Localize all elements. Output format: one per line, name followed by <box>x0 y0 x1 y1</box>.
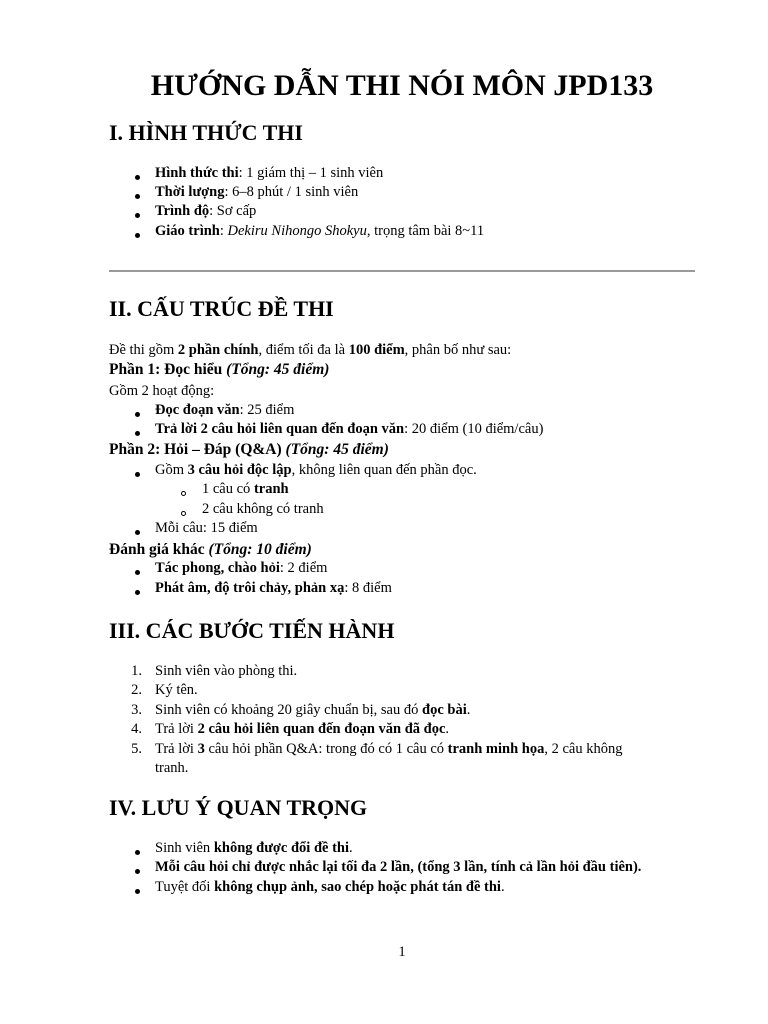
section-2-intro: Đề thi gồm 2 phần chính, điểm tối đa là 100 điểm, phân bố như sau: <box>109 342 512 358</box>
bullet-icon <box>135 412 140 417</box>
list-item: Giáo trình: Dekiru Nihongo Shokyu, trọng tâm bài 8~11 <box>155 223 485 239</box>
list-item: Thời lượng: 6–8 phút / 1 sinh viên <box>155 184 359 200</box>
section-3-heading: III. CÁC BƯỚC TIẾN HÀNH <box>109 618 395 643</box>
list-item: Sinh viên không được đổi đề thi. <box>155 840 353 856</box>
step-item-continuation: tranh. <box>155 760 189 776</box>
step-number: 3. <box>131 702 142 718</box>
list-item: Phát âm, độ trôi chảy, phản xạ: 8 điểm <box>155 580 392 596</box>
part-2-title: Phần 2: Hỏi – Đáp (Q&A) (Tổng: 45 điểm) <box>109 441 389 458</box>
document-title: HƯỚNG DẪN THI NÓI MÔN JPD133 <box>150 69 654 102</box>
circle-bullet-icon <box>181 491 186 496</box>
step-item: Trả lời 2 câu hỏi liên quan đến đoạn văn đã đọc. <box>155 721 450 737</box>
sub-list-item: 1 câu có tranh <box>202 481 289 497</box>
list-item: Mỗi câu: 15 điểm <box>155 520 258 536</box>
circle-bullet-icon <box>181 511 186 516</box>
list-item: Gồm 3 câu hỏi độc lập, không liên quan đến phần đọc. <box>155 462 477 478</box>
list-item: Hình thức thi: 1 giám thị – 1 sinh viên <box>155 165 384 181</box>
bullet-icon <box>135 233 140 238</box>
step-number: 1. <box>131 663 142 679</box>
list-item: Mỗi câu hỏi chỉ được nhắc lại tối đa 2 lần, (tổng 3 lần, tính cả lần hỏi đầu tiên). <box>155 859 642 875</box>
list-item: Đọc đoạn văn: 25 điểm <box>155 402 295 418</box>
step-number: 2. <box>131 682 142 698</box>
other-evaluation-title: Đánh giá khác (Tổng: 10 điểm) <box>109 541 312 558</box>
bullet-icon <box>135 431 140 436</box>
step-number: 5. <box>131 741 142 757</box>
bullet-icon <box>135 194 140 199</box>
section-4-heading: IV. LƯU Ý QUAN TRỌNG <box>109 795 368 820</box>
list-item: Trình độ: Sơ cấp <box>155 203 257 219</box>
bullet-icon <box>135 213 140 218</box>
list-item: Tuyệt đối không chụp ảnh, sao chép hoặc phát tán đề thi. <box>155 879 505 895</box>
part-1-description: Gồm 2 hoạt động: <box>109 383 215 399</box>
bullet-icon <box>135 850 140 855</box>
section-2-heading: II. CẤU TRÚC ĐỀ THI <box>109 296 334 321</box>
sub-list-item: 2 câu không có tranh <box>202 501 324 517</box>
section-1-heading: I. HÌNH THỨC THI <box>109 120 303 145</box>
bullet-icon <box>135 175 140 180</box>
step-item: Sinh viên có khoảng 20 giây chuẩn bị, sau đó đọc bài. <box>155 702 471 718</box>
bullet-icon <box>135 530 140 535</box>
part-1-title: Phần 1: Đọc hiểu (Tổng: 45 điểm) <box>109 361 330 378</box>
bullet-icon <box>135 889 140 894</box>
step-item: Ký tên. <box>155 682 198 698</box>
bullet-icon <box>135 590 140 595</box>
step-item: Trả lời 3 câu hỏi phần Q&A: trong đó có 1 câu có tranh minh họa, 2 câu không <box>155 741 623 757</box>
step-number: 4. <box>131 721 142 737</box>
bullet-icon <box>135 869 140 874</box>
page-number: 1 <box>398 944 406 960</box>
list-item: Tác phong, chào hỏi: 2 điểm <box>155 560 328 576</box>
bullet-icon <box>135 570 140 575</box>
horizontal-divider <box>109 270 695 272</box>
step-item: Sinh viên vào phòng thi. <box>155 663 298 679</box>
bullet-icon <box>135 472 140 477</box>
list-item: Trả lời 2 câu hỏi liên quan đến đoạn văn: 20 điểm (10 điểm/câu) <box>155 421 544 437</box>
